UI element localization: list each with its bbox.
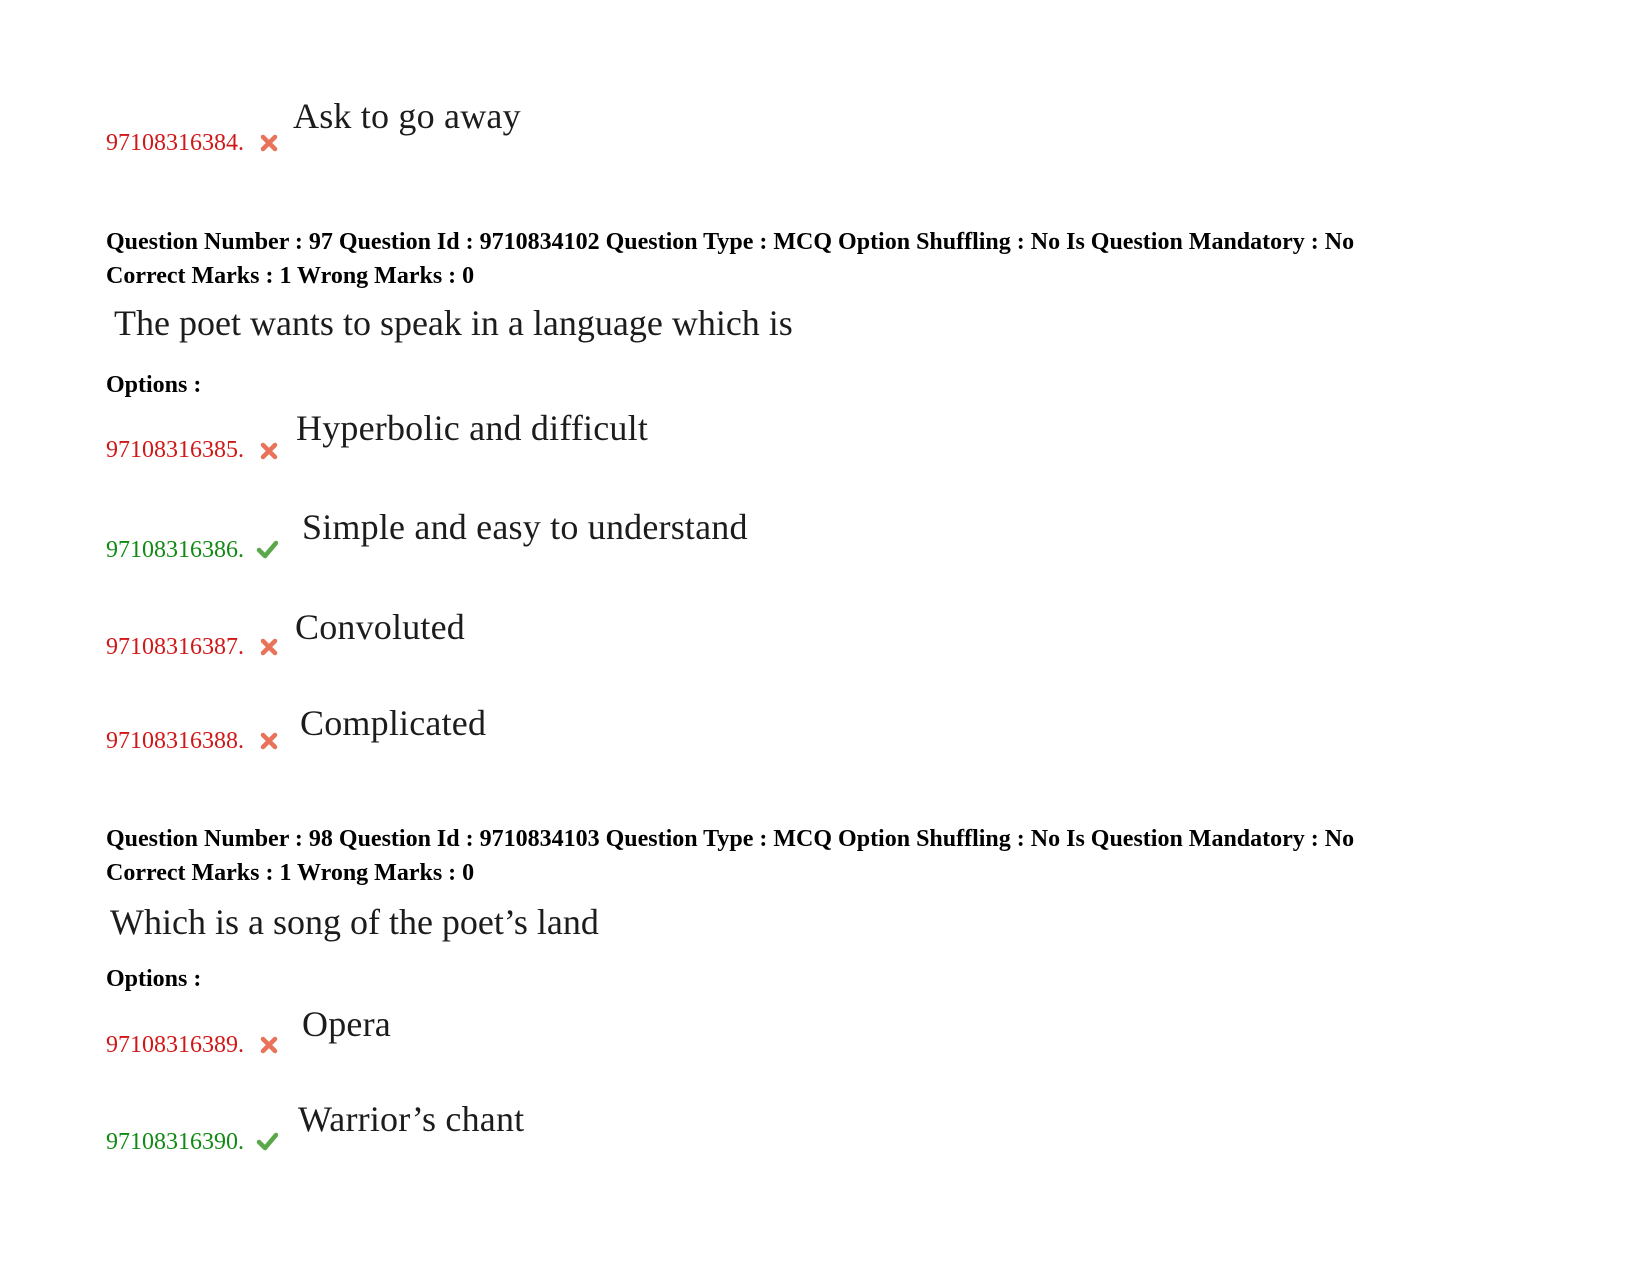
option-id: 97108316390. [106,1129,244,1155]
option-text: Warrior’s chant [298,1099,525,1139]
option-id: 97108316389. [106,1032,244,1058]
question-text: The poet wants to speak in a language which is [114,303,793,343]
option-text: Ask to go away [293,96,521,136]
option-id: 97108316386. [106,537,244,563]
cross-icon [258,132,280,154]
cross-icon [258,440,280,462]
option-id: 97108316384. [106,130,244,156]
option-id: 97108316385. [106,437,244,463]
cross-icon [258,1034,280,1056]
cross-icon [258,730,280,752]
check-icon [256,1130,278,1152]
options-label: Options : [106,372,202,398]
option-id: 97108316387. [106,634,244,660]
question-meta: Question Number : 98 Question Id : 9710834103 Question Type : MCQ Option Shuffling : No Is Question Mandatory : No [106,826,1355,852]
question-marks: Correct Marks : 1 Wrong Marks : 0 [106,860,475,886]
check-icon [256,538,278,560]
question-marks: Correct Marks : 1 Wrong Marks : 0 [106,263,475,289]
option-text: Convoluted [295,607,465,647]
option-text: Opera [302,1004,391,1044]
question-meta: Question Number : 97 Question Id : 9710834102 Question Type : MCQ Option Shuffling : No Is Question Mandatory : No [106,229,1355,255]
option-text: Simple and easy to understand [302,507,748,547]
cross-icon [258,636,280,658]
option-text: Hyperbolic and difficult [296,408,649,448]
option-text: Complicated [300,703,487,743]
question-text: Which is a song of the poet’s land [110,902,599,942]
option-id: 97108316388. [106,728,244,754]
options-label: Options : [106,966,202,992]
